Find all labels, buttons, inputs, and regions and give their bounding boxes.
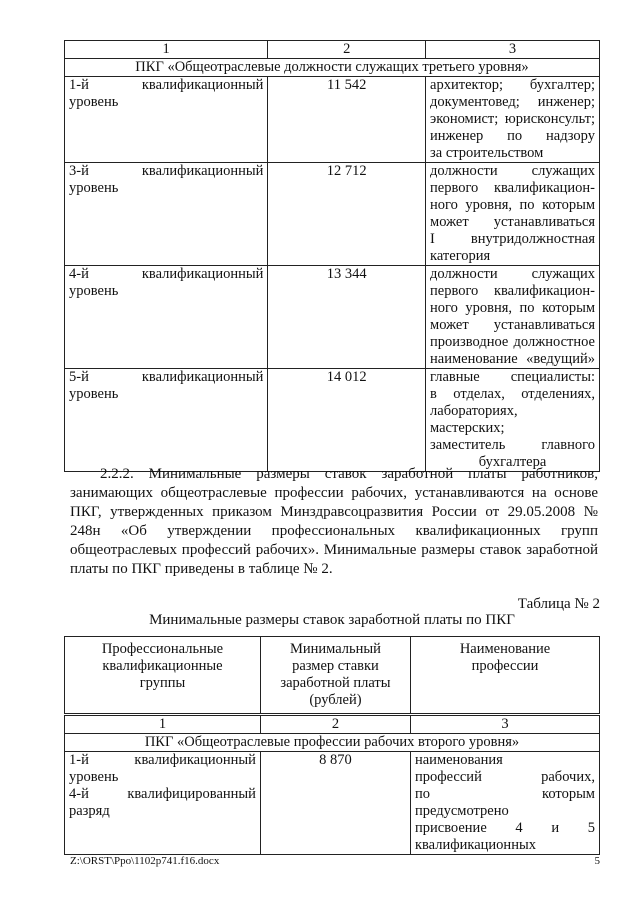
table-2 [64, 636, 600, 855]
position-line: ного уровня, по которым [430, 197, 595, 213]
col-number: 1 [65, 715, 261, 734]
positions-cell [426, 163, 600, 266]
position-line: главные специалисты: [430, 369, 595, 385]
amount-cell: 8 870 [260, 752, 410, 855]
position-line: категория [430, 248, 491, 264]
position-line: документовед; инженер; [430, 94, 595, 110]
level-line: уровень [69, 769, 119, 785]
table-row [65, 77, 600, 163]
group-title: ПКГ «Общеотраслевые должности служащих третьего уровня» [65, 59, 600, 77]
position-line: производное должностное [430, 334, 595, 350]
col-number: 2 [260, 715, 410, 734]
position-line: лабораториях, мастерских; [430, 403, 518, 436]
table1-column-numbers [65, 41, 600, 59]
amount-cell: 13 344 [268, 266, 426, 369]
position-line: может устанавливаться [430, 214, 595, 230]
positions-cell [426, 266, 600, 369]
col-number: 1 [65, 41, 268, 59]
position-line: первого квалификацион- [430, 283, 595, 299]
header-profession: Наименование профессии [410, 637, 599, 715]
position-line: должности служащих [430, 163, 595, 179]
amount-cell: 14 012 [268, 369, 426, 472]
position-line: предусмотрено [414, 803, 509, 819]
table2-group-title-row [65, 734, 600, 752]
position-line: по которым [414, 786, 595, 802]
table1-group-title-row [65, 59, 600, 77]
level-line: разряд [69, 803, 110, 819]
page-number: 5 [594, 855, 600, 867]
position-line: бухгалтера [478, 454, 547, 470]
footer-file-path: Z:\ORST\Ppo\1102p741.f16.docx [70, 855, 220, 867]
amount-cell: 11 542 [268, 77, 426, 163]
table-1 [64, 40, 600, 472]
position-line: экономист; юрисконсульт; [430, 111, 595, 127]
position-line: профессий рабочих, [414, 769, 595, 785]
position-line: может устанавливаться [430, 317, 595, 333]
group-title: ПКГ «Общеотраслевые профессии рабочих второго уровня» [65, 734, 600, 752]
table-row [65, 266, 600, 369]
col-number: 2 [268, 41, 426, 59]
level-line: 1-й квалификационный [69, 752, 256, 768]
level-cell: 1-й квалификационный уровень [65, 77, 268, 163]
position-line: инженер по надзору [430, 128, 595, 144]
header-groups: Профессиональные квалификационные группы [65, 637, 261, 715]
level-cell: 4-й квалификационный уровень [65, 266, 268, 369]
body-paragraph [70, 465, 598, 579]
position-line: присвоение 4 и 5 [414, 820, 595, 836]
table2-header-row [65, 637, 600, 715]
position-line: должности служащих [430, 266, 595, 282]
position-line: наименование «ведущий» [430, 351, 595, 367]
position-line: ного уровня, по которым [430, 300, 595, 316]
position-line: заместитель главного [430, 437, 595, 453]
position-line: архитектор; бухгалтер; [430, 77, 595, 93]
table-row [65, 163, 600, 266]
level-line: 4-й квалифицированный [69, 786, 256, 802]
position-line: I внутридолжностная [430, 231, 595, 247]
paragraph-text: 2.2.2. Минимальные размеры ставок заработной платы работников, занимающих общеотраслевые профессии рабочих, устанавливаются на основе ПКГ, утвержденных приказом Минздравсоцразвития России от 29.05.2008 № 248н «Об утверждении профессиональных квалификационных групп общеотраслевых профессий рабочих». Минимальные размеры ставок заработной платы по ПКГ приведены в таблице № 2. [70, 466, 598, 577]
table-row [65, 369, 600, 472]
position-line: первого квалификацион- [430, 180, 595, 196]
level-cell [65, 752, 261, 855]
amount-cell: 12 712 [268, 163, 426, 266]
position-line: квалификационных [414, 837, 536, 853]
positions-cell [410, 752, 599, 855]
table2-column-numbers [65, 715, 600, 734]
level-cell: 5-й квалификационный уровень [65, 369, 268, 472]
table-caption: Минимальные размеры ставок заработной платы по ПКГ [149, 612, 515, 628]
position-line: наименования [414, 752, 503, 768]
position-line: за строительством [430, 145, 544, 161]
table-row [65, 752, 600, 855]
col-number: 3 [426, 41, 600, 59]
positions-cell [426, 77, 600, 163]
positions-cell [426, 369, 600, 472]
position-line: в отделах, отделениях, [430, 386, 595, 402]
header-min-rate: Минимальный размер ставки заработной платы (рублей) [260, 637, 410, 715]
table-number: Таблица № 2 [517, 596, 600, 612]
level-cell: 3-й квалификационный уровень [65, 163, 268, 266]
col-number: 3 [410, 715, 599, 734]
